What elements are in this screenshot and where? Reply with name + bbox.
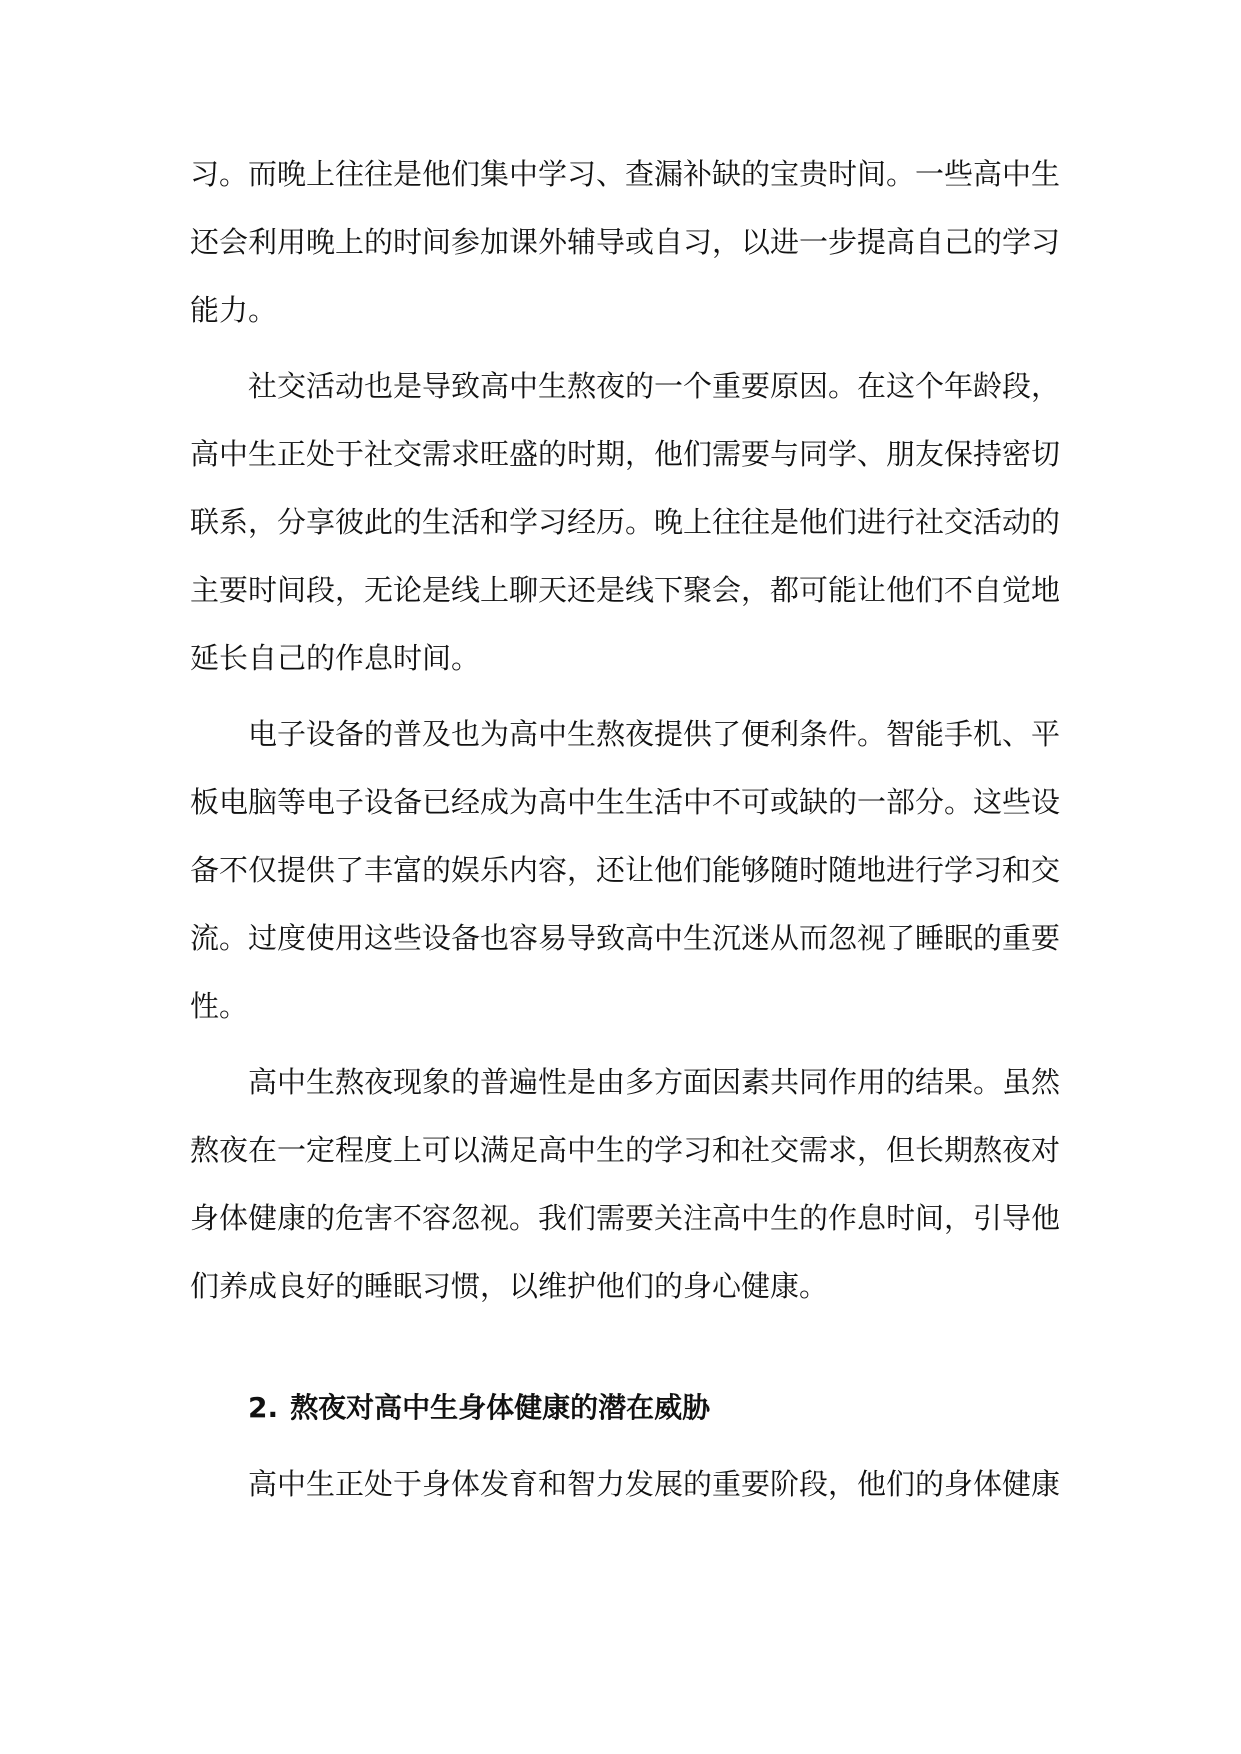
- section-title: 熬夜对高中生身体健康的潜在威胁: [290, 1391, 711, 1424]
- section-number: 2.: [248, 1391, 279, 1424]
- document-body: [190, 140, 1060, 1526]
- paragraph-section-intro: 高中生正处于身体发育和智力发展的重要阶段，他们的身体健康: [248, 1467, 1061, 1501]
- paragraph-continued: 习。而晚上往往是他们集中学习、查漏补缺的宝贵时间。一些高中生还会利用晚上的时间参加课外辅导或自习，以进一步提高自己的学习能力。: [190, 157, 1061, 327]
- paragraph-electronic-devices: 电子设备的普及也为高中生熬夜提供了便利条件。智能手机、平板电脑等电子设备已经成为高中生生活中不可或缺的一部分。这些设备不仅提供了丰富的娱乐内容，还让他们能够随时随地进行学习和交流。过度使用这些设备也容易导致高中生沉迷从而忽视了睡眠的重要性。: [190, 717, 1061, 1023]
- paragraph-summary: 高中生熬夜现象的普遍性是由多方面因素共同作用的结果。虽然熬夜在一定程度上可以满足高中生的学习和社交需求，但长期熬夜对身体健康的危害不容忽视。我们需要关注高中生的作息时间，引导他们养成良好的睡眠习惯，以维护他们的身心健康。: [190, 1065, 1061, 1303]
- section-heading: [190, 1374, 1060, 1442]
- paragraph-social-activity: 社交活动也是导致高中生熬夜的一个重要原因。在这个年龄段，高中生正处于社交需求旺盛的时期，他们需要与同学、朋友保持密切联系，分享彼此的生活和学习经历。晚上往往是他们进行社交活动的主要时间段，无论是线上聊天还是线下聚会，都可能让他们不自觉地延长自己的作息时间。: [190, 369, 1061, 675]
